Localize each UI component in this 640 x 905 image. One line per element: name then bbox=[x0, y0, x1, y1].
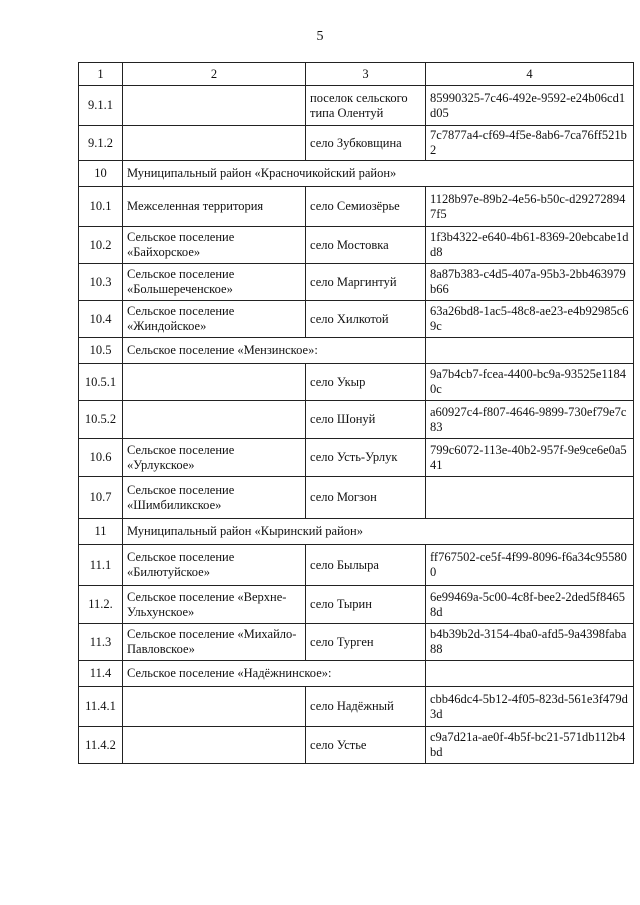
row-number: 10 bbox=[79, 161, 123, 187]
guid-cell: c9a7d21a-ae0f-4b5f-bc21-571db112b4bd bbox=[426, 727, 634, 764]
locality-cell: село Шонуй bbox=[306, 401, 426, 439]
locality-cell: поселок сельского типа Олентуй bbox=[306, 86, 426, 126]
empty-cell bbox=[426, 661, 634, 687]
locality-cell: село Хилкотой bbox=[306, 301, 426, 338]
column-header: 4 bbox=[426, 63, 634, 86]
table-row bbox=[79, 727, 634, 764]
guid-cell: 6e99469a-5c00-4c8f-bee2-2ded5f84658d bbox=[426, 586, 634, 624]
table-row bbox=[79, 624, 634, 661]
locality-cell: село Усть-Урлук bbox=[306, 439, 426, 477]
settlement-cell bbox=[123, 364, 306, 401]
column-header: 2 bbox=[123, 63, 306, 86]
settlement-cell: Сельское поселение «Урлукское» bbox=[123, 439, 306, 477]
guid-cell: 1f3b4322-e640-4b61-8369-20ebcabe1dd8 bbox=[426, 227, 634, 264]
table-row bbox=[79, 687, 634, 727]
section-row bbox=[79, 519, 634, 545]
table-row bbox=[79, 264, 634, 301]
page-number: 5 bbox=[316, 29, 324, 44]
section-row bbox=[79, 161, 634, 187]
settlement-cell: Сельское поселение «Верхне-Ульхунское» bbox=[123, 586, 306, 624]
table-row bbox=[79, 227, 634, 264]
row-number: 10.5.2 bbox=[79, 401, 123, 439]
guid-cell: b4b39b2d-3154-4ba0-afd5-9a4398faba88 bbox=[426, 624, 634, 661]
settlement-cell: Сельское поселение «Билютуйское» bbox=[123, 545, 306, 586]
locality-cell: село Тырин bbox=[306, 586, 426, 624]
row-number: 10.3 bbox=[79, 264, 123, 301]
guid-cell: 85990325-7c46-492e-9592-e24b06cd1d05 bbox=[426, 86, 634, 126]
table-row bbox=[79, 187, 634, 227]
row-number: 10.2 bbox=[79, 227, 123, 264]
table-header-row bbox=[79, 63, 634, 86]
row-number: 10.4 bbox=[79, 301, 123, 338]
row-number: 10.1 bbox=[79, 187, 123, 227]
guid-cell: ff767502-ce5f-4f99-8096-f6a34c955800 bbox=[426, 545, 634, 586]
guid-cell: 9a7b4cb7-fcea-4400-bc9a-93525e11840c bbox=[426, 364, 634, 401]
row-number: 11.4.2 bbox=[79, 727, 123, 764]
table-row bbox=[79, 301, 634, 338]
locality-cell: село Зубковщина bbox=[306, 126, 426, 161]
locality-cell: село Былыра bbox=[306, 545, 426, 586]
table-row bbox=[79, 86, 634, 126]
guid-cell: 1128b97e-89b2-4e56-b50c-d292728947f5 bbox=[426, 187, 634, 227]
locality-cell: село Семиозёрье bbox=[306, 187, 426, 227]
settlement-cell bbox=[123, 86, 306, 126]
locality-cell: село Надёжный bbox=[306, 687, 426, 727]
settlement-cell: Сельское поселение «Большереченское» bbox=[123, 264, 306, 301]
column-header: 1 bbox=[79, 63, 123, 86]
empty-cell bbox=[426, 338, 634, 364]
locality-cell: село Мостовка bbox=[306, 227, 426, 264]
row-number: 10.6 bbox=[79, 439, 123, 477]
row-number: 10.7 bbox=[79, 477, 123, 519]
row-number: 10.5.1 bbox=[79, 364, 123, 401]
row-number: 10.5 bbox=[79, 338, 123, 364]
settlement-cell bbox=[123, 687, 306, 727]
section-title: Муниципальный район «Красночикойский район» bbox=[123, 161, 634, 187]
table-row bbox=[79, 126, 634, 161]
settlements-table bbox=[78, 62, 634, 764]
locality-cell: село Могзон bbox=[306, 477, 426, 519]
table-row bbox=[79, 401, 634, 439]
row-number: 11.4 bbox=[79, 661, 123, 687]
locality-cell: село Укыр bbox=[306, 364, 426, 401]
subsection-title: Сельское поселение «Надёжнинское»: bbox=[123, 661, 426, 687]
table-row bbox=[79, 586, 634, 624]
table-row bbox=[79, 364, 634, 401]
guid-cell: 799c6072-113e-40b2-957f-9e9ce6e0a541 bbox=[426, 439, 634, 477]
guid-cell: 8a87b383-c4d5-407a-95b3-2bb463979b66 bbox=[426, 264, 634, 301]
guid-cell bbox=[426, 477, 634, 519]
guid-cell: 63a26bd8-1ac5-48c8-ae23-e4b92985c69c bbox=[426, 301, 634, 338]
subsection-title: Сельское поселение «Мензинское»: bbox=[123, 338, 426, 364]
locality-cell: село Маргинтуй bbox=[306, 264, 426, 301]
guid-cell: a60927c4-f807-4646-9899-730ef79e7c83 bbox=[426, 401, 634, 439]
locality-cell: село Турген bbox=[306, 624, 426, 661]
row-number: 11.2. bbox=[79, 586, 123, 624]
row-number: 9.1.1 bbox=[79, 86, 123, 126]
row-number: 9.1.2 bbox=[79, 126, 123, 161]
table-row bbox=[79, 439, 634, 477]
table-row bbox=[79, 477, 634, 519]
guid-cell: 7c7877a4-cf69-4f5e-8ab6-7ca76ff521b2 bbox=[426, 126, 634, 161]
row-number: 11 bbox=[79, 519, 123, 545]
locality-cell: село Устье bbox=[306, 727, 426, 764]
row-number: 11.4.1 bbox=[79, 687, 123, 727]
settlement-cell: Межселенная территория bbox=[123, 187, 306, 227]
settlement-cell: Сельское поселение «Шимбиликское» bbox=[123, 477, 306, 519]
row-number: 11.1 bbox=[79, 545, 123, 586]
subsection-row bbox=[79, 661, 634, 687]
table-row bbox=[79, 545, 634, 586]
settlement-cell bbox=[123, 401, 306, 439]
subsection-row bbox=[79, 338, 634, 364]
settlement-cell bbox=[123, 727, 306, 764]
guid-cell: cbb46dc4-5b12-4f05-823d-561e3f479d3d bbox=[426, 687, 634, 727]
column-header: 3 bbox=[306, 63, 426, 86]
settlement-cell: Сельское поселение «Михайло-Павловское» bbox=[123, 624, 306, 661]
settlement-cell: Сельское поселение «Байхорское» bbox=[123, 227, 306, 264]
settlement-cell bbox=[123, 126, 306, 161]
row-number: 11.3 bbox=[79, 624, 123, 661]
settlement-cell: Сельское поселение «Жиндойское» bbox=[123, 301, 306, 338]
section-title: Муниципальный район «Кыринский район» bbox=[123, 519, 634, 545]
